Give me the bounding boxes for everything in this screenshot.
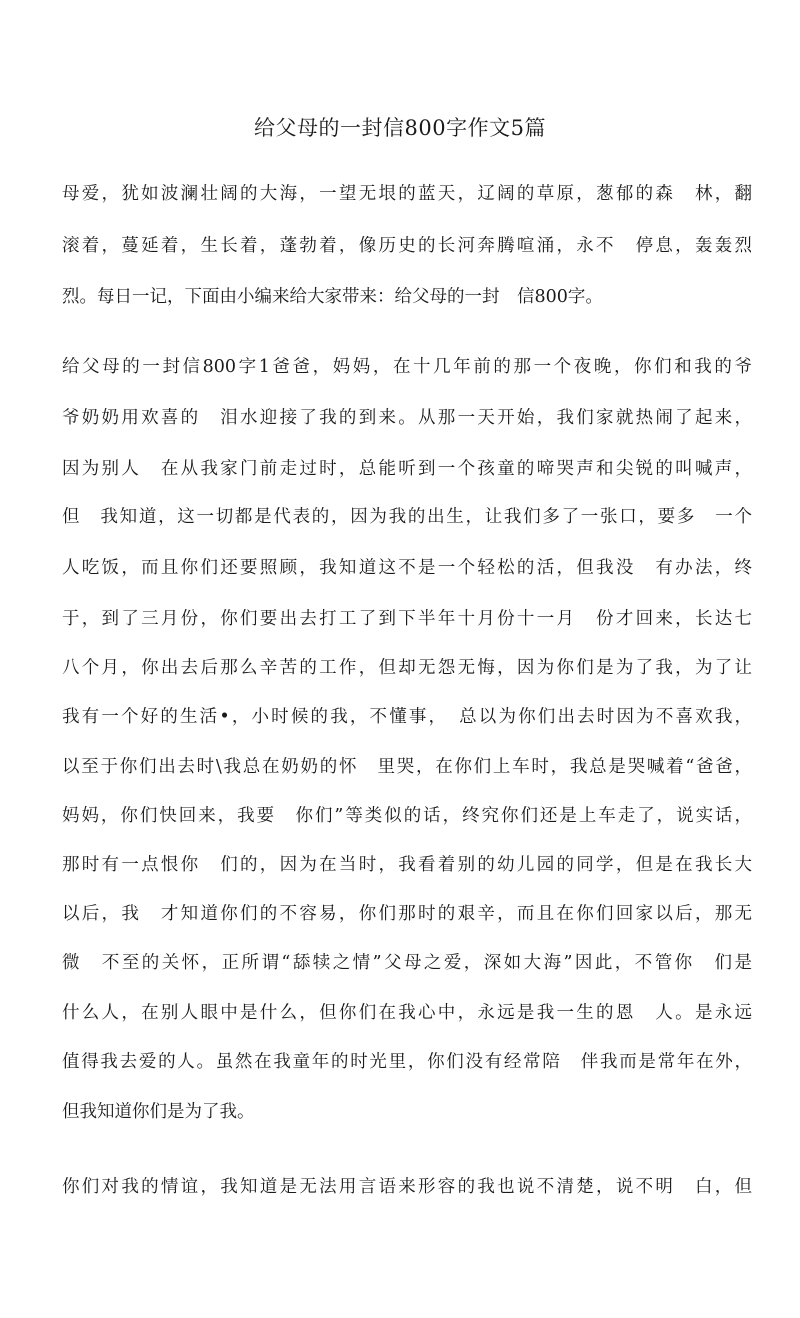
paragraph-1-line-2: 滚着，蔓延着，生长着，蓬勃着，像历史的长河奔腾喧涌，永不 停息，轰轰烈 [62, 236, 752, 256]
paragraph-2-line-8: 我有一个好的生活•，小时候的我，不懂事， 总以为你们出去时因为不喜欢我， [62, 707, 752, 727]
paragraph-2-line-2: 爷奶奶用欢喜的 泪水迎接了我的到来。从那一天开始，我们家就热闹了起来， [62, 408, 752, 428]
paragraph-2-line-15: 值得我去爱的人。虽然在我童年的时光里，你们没有经常陪 伴我而是常年在外， [62, 1052, 752, 1072]
paragraph-2-line-10: 妈妈，你们快回来，我要 你们”等类似的话，终究你们还是上车走了，说实话， [62, 806, 752, 826]
document-title: 给父母的一封信800字作文5篇 [254, 116, 546, 140]
paragraph-1-line-1: 母爱，犹如波澜壮阔的大海，一望无垠的蓝天，辽阔的草原，葱郁的森 林，翻 [62, 184, 752, 204]
paragraph-2-line-7: 八个月，你出去后那么辛苦的工作，但却无怨无悔，因为你们是为了我，为了让 [62, 658, 752, 678]
paragraph-2-line-16: 但我知道你们是为了我。 [62, 1102, 255, 1122]
paragraph-2-line-13: 微 不至的关怀，正所谓“舔犊之情”父母之爱，深如大海”因此，不管你 们是 [62, 953, 752, 973]
paragraph-2-line-4: 但 我知道，这一切都是代表的，因为我的出生，让我们多了一张口，要多 一个 [62, 507, 752, 527]
paragraph-2-line-14: 什么人，在别人眼中是什么，但你们在我心中，永远是我一生的恩 人。是永远 [62, 1003, 752, 1023]
paragraph-2-line-5: 人吃饭，而且你们还要照顾，我知道这不是一个轻松的活，但我没 有办法，终 [62, 558, 752, 578]
paragraph-2-line-6: 于，到了三月份，你们要出去打工了到下半年十月份十一月 份才回来，长达七 [62, 609, 752, 629]
paragraph-2-line-1: 给父母的一封信800字1爸爸，妈妈，在十几年前的那一个夜晚，你们和我的爷 [62, 357, 752, 377]
paragraph-1-line-3: 烈。每日一记，下面由小编来给大家带来：给父母的一封 信800字。 [62, 287, 603, 307]
paragraph-2-line-11: 那时有一点恨你 们的，因为在当时，我看着别的幼儿园的同学，但是在我长大 [62, 855, 752, 875]
paragraph-3-line-1: 你们对我的情谊，我知道是无法用言语来形容的我也说不清楚，说不明 白，但 [62, 1177, 752, 1197]
paragraph-2-line-9: 以至于你们出去时\我总在奶奶的怀 里哭，在你们上车时，我总是哭喊着“爸爸， [62, 757, 752, 777]
paragraph-2-line-12: 以后，我 才知道你们的不容易，你们那时的艰辛，而且在你们回家以后，那无 [62, 904, 752, 924]
paragraph-2-line-3: 因为别人 在从我家门前走过时，总能听到一个孩童的啼哭声和尖锐的叫喊声， [62, 459, 752, 479]
